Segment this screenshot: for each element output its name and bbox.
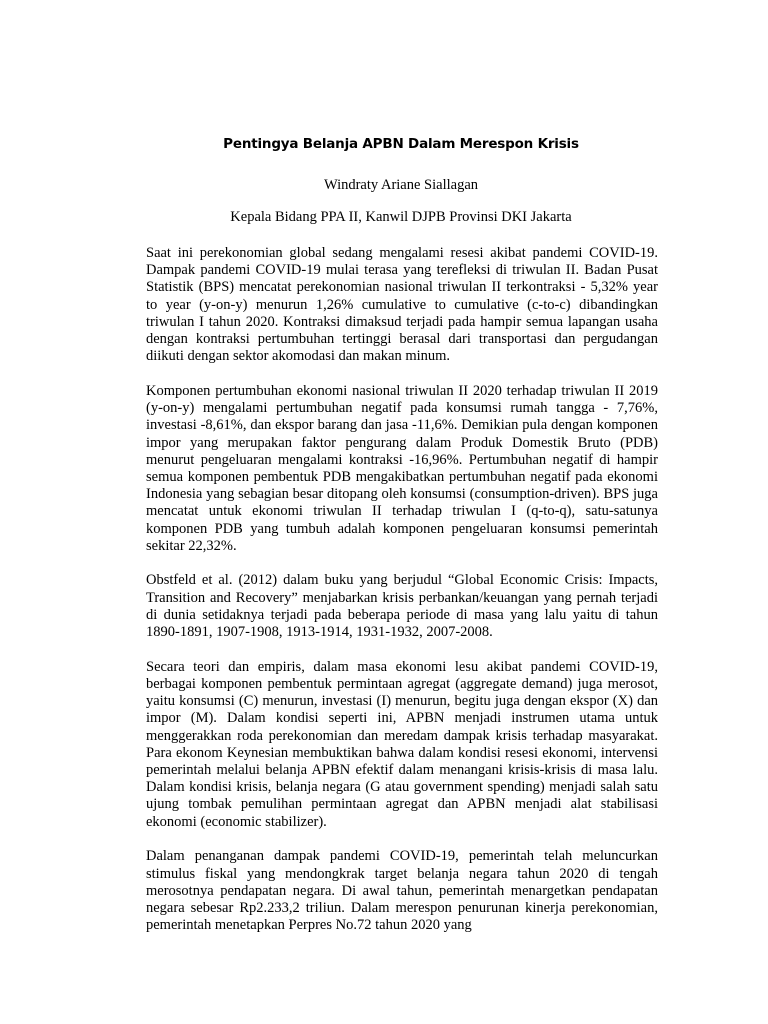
paragraph: Secara teori dan empiris, dalam masa ekonomi lesu akibat pandemi COVID-19, berbagai komponen pembentuk permintaan agregat (aggregate demand) juga merosot, yaitu konsumsi (C) menurun, investasi (I) menurun, begitu juga dengan ekspor (X) dan impor (M). Dalam kondisi seperti ini, APBN menjadi instrumen utama untuk menggerakkan roda perekonomian dan meredam dampak krisis terhadap masyarakat. Para ekonom Keynesian membuktikan bahwa dalam kondisi resesi ekonomi, intervensi pemerintah melalui belanja APBN efektif dalam menangani krisis-krisis di masa lalu. Dalam kondisi krisis, belanja negara (G atau government spending) menjadi salah satu ujung tombak pemulihan permintaan agregat dan APBN menjadi alat stabilisasi ekonomi (economic stabilizer). [146, 658, 658, 830]
paragraph: Saat ini perekonomian global sedang mengalami resesi akibat pandemi COVID-19. Dampak pandemi COVID-19 mulai terasa yang terefleksi di triwulan II. Badan Pusat Statistik (BPS) mencatat perekonomian nasional triwulan II terkontraksi - 5,32% year to year (y-on-y) menurun 1,26% cumulative to cumulative (c-to-c) dibandingkan triwulan I tahun 2020. Kontraksi dimaksud terjadi pada hampir semua lapangan usaha dengan kontraksi pertumbuhan tertinggi berasal dari transportasi dan pergudangan diikuti dengan sektor akomodasi dan makan minum. [146, 245, 658, 365]
paragraph: Komponen pertumbuhan ekonomi nasional triwulan II 2020 terhadap triwulan II 2019 (y-on-y) mengalami pertumbuhan negatif pada konsumsi rumah tangga - 7,76%, investasi -8,61%, dan ekspor barang dan jasa -11,6%. Demikian pula dengan komponen impor yang merupakan faktor pengurang dalam Produk Domestik Bruto (PDB) menurut pengeluaran mengalami kontraksi -16,96%. Pertumbuhan negatif di hampir semua komponen pembentuk PDB mengakibatkan pertumbuhan negatif pada ekonomi Indonesia yang sebagian besar ditopang oleh konsumsi (consumption-driven). BPS juga mencatat untuk ekonomi triwulan II terhadap triwulan I (q-to-q), satu-satunya komponen PDB yang tumbuh adalah komponen pengeluaran konsumsi pemerintah sekitar 22,32%. [146, 382, 658, 554]
paragraph: Dalam penanganan dampak pandemi COVID-19, pemerintah telah meluncurkan stimulus fiskal yang mendongkrak target belanja negara tahun 2020 di tengah merosotnya pendapatan negara. Di awal tahun, pemerintah menargetkan pendapatan negara sebesar Rp2.233,2 triliun. Dalam merespon penurunan kinerja perekonomian, pemerintah menetapkan Perpres No.72 tahun 2020 yang [146, 848, 658, 934]
document-body [146, 245, 658, 952]
author-position: Kepala Bidang PPA II, Kanwil DJPB Provinsi DKI Jakarta [230, 209, 572, 225]
document-title: Pentingya Belanja APBN Dalam Merespon Krisis [223, 136, 579, 152]
paragraph: Obstfeld et al. (2012) dalam buku yang berjudul “Global Economic Crisis: Impacts, Transition and Recovery” menjabarkan krisis perbankan/keuangan yang pernah terjadi di dunia setidaknya terjadi pada beberapa periode di masa yang lalu yaitu di tahun 1890-1891, 1907-1908, 1913-1914, 1931-1932, 2007-2008. [146, 572, 658, 641]
author-name: Windraty Ariane Siallagan [323, 177, 479, 193]
